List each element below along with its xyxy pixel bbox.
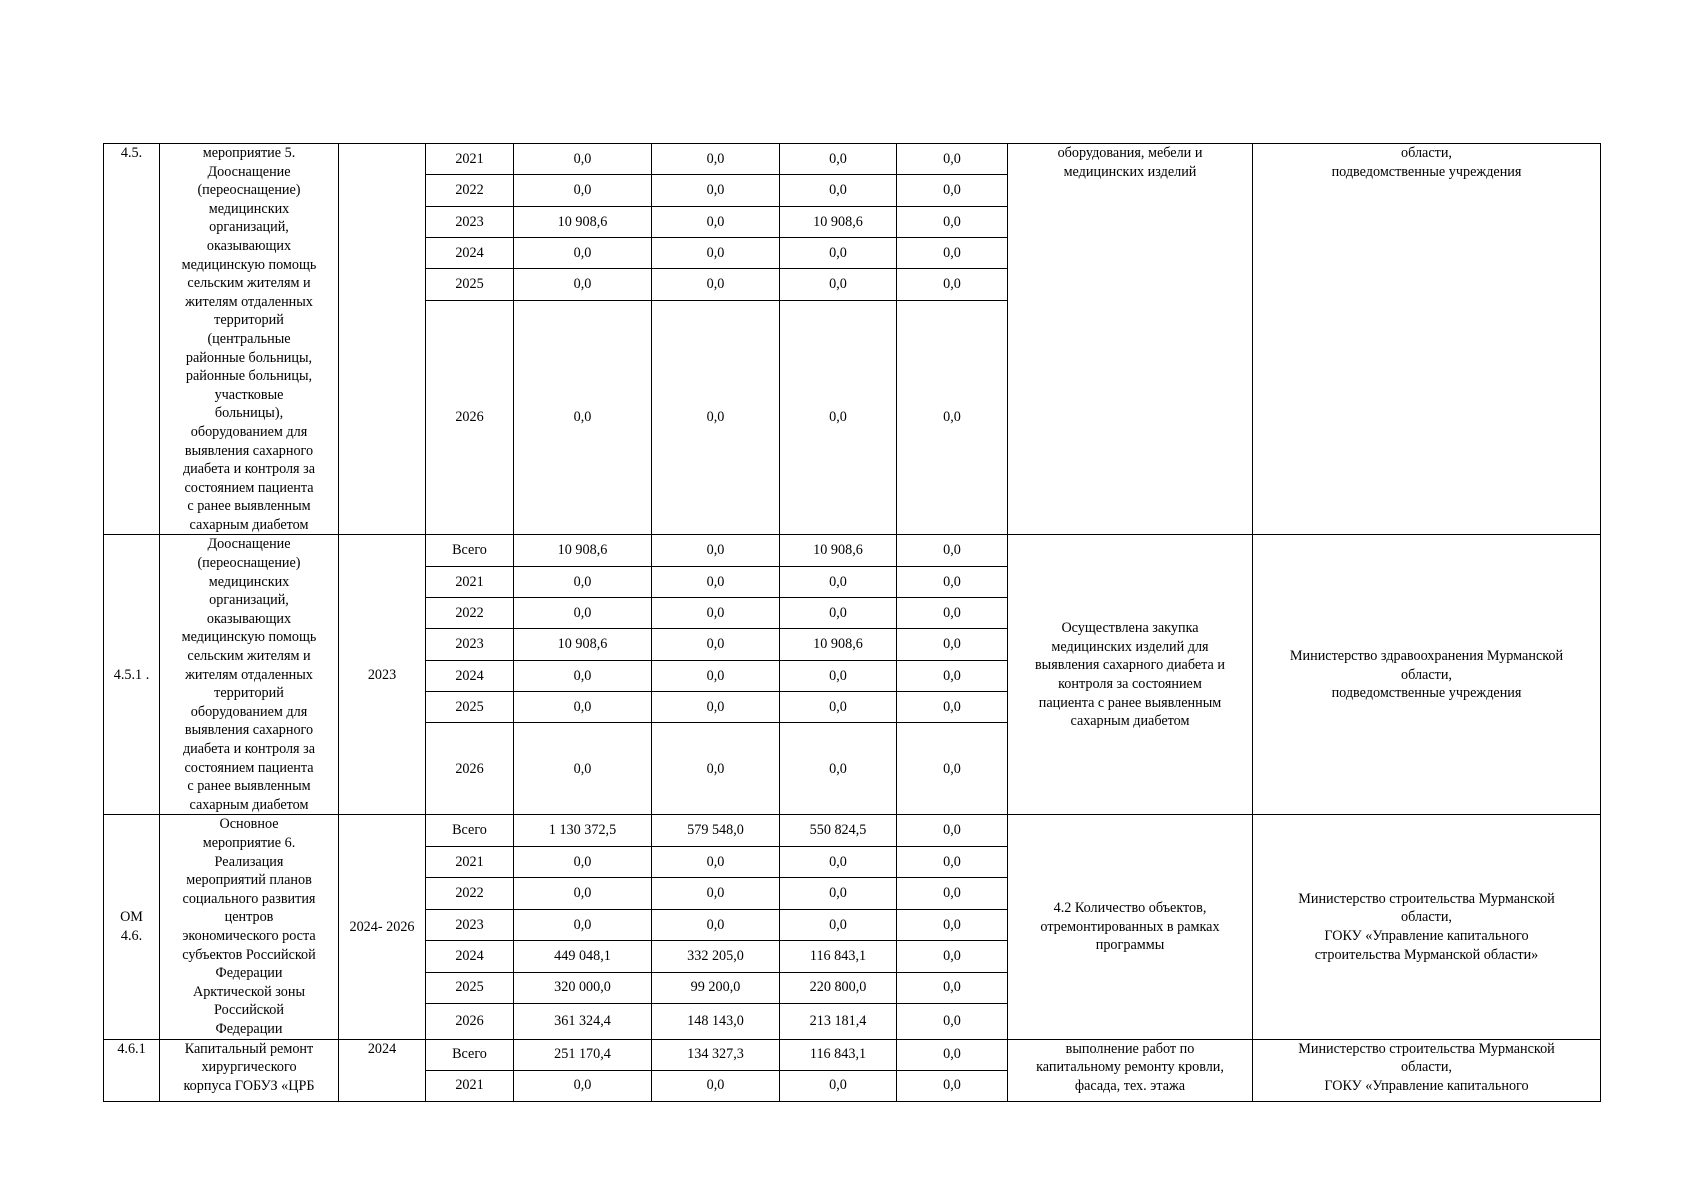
item-number: 4.5.1 . — [104, 535, 160, 815]
total-cell: 449 048,1 — [514, 941, 652, 972]
other-cell: 0,0 — [897, 1039, 1008, 1070]
federal-cell: 0,0 — [652, 660, 780, 691]
item-name — [160, 535, 339, 815]
regional-cell: 0,0 — [780, 269, 897, 300]
other-cell: 0,0 — [897, 1070, 1008, 1101]
item-name-line: медицинскую помощь — [181, 256, 317, 273]
item-name-line: мероприятий планов — [186, 872, 312, 889]
federal-cell: 0,0 — [652, 300, 780, 535]
activities-table — [103, 143, 1601, 1102]
federal-cell: 0,0 — [652, 846, 780, 877]
federal-cell: 0,0 — [652, 175, 780, 206]
executor-line: подведомственные учреждения — [1331, 163, 1522, 180]
item-name-line: с ранее выявленным — [187, 778, 311, 795]
federal-cell: 0,0 — [652, 238, 780, 269]
item-name — [160, 815, 339, 1039]
year-cell: 2022 — [426, 598, 514, 629]
federal-cell: 0,0 — [652, 269, 780, 300]
year-cell: 2021 — [426, 1070, 514, 1101]
total-cell: 0,0 — [514, 300, 652, 535]
other-cell: 0,0 — [897, 1004, 1008, 1040]
result-line: контроля за состоянием — [1058, 675, 1202, 692]
result-indicator — [1008, 1039, 1253, 1101]
regional-cell: 0,0 — [780, 660, 897, 691]
executor-line: Министерство строительства Мурманской — [1298, 890, 1555, 907]
total-cell: 0,0 — [514, 692, 652, 723]
regional-cell: 0,0 — [780, 909, 897, 940]
regional-cell: 0,0 — [780, 144, 897, 175]
table-row — [104, 535, 1601, 566]
federal-cell: 0,0 — [652, 566, 780, 597]
table-row — [104, 1039, 1601, 1070]
executor-line: Министерство строительства Мурманской — [1298, 1040, 1555, 1057]
year-cell: Всего — [426, 1039, 514, 1070]
total-cell: 0,0 — [514, 598, 652, 629]
total-cell: 0,0 — [514, 846, 652, 877]
year-cell: 2026 — [426, 1004, 514, 1040]
regional-cell: 0,0 — [780, 598, 897, 629]
other-cell: 0,0 — [897, 815, 1008, 846]
other-cell: 0,0 — [897, 535, 1008, 566]
other-cell: 0,0 — [897, 598, 1008, 629]
regional-cell: 0,0 — [780, 238, 897, 269]
year-cell: 2022 — [426, 175, 514, 206]
item-name — [160, 144, 339, 535]
item-name-line: оборудованием для — [190, 703, 308, 720]
regional-cell: 0,0 — [780, 175, 897, 206]
total-cell: 10 908,6 — [514, 629, 652, 660]
federal-cell: 579 548,0 — [652, 815, 780, 846]
item-name-line: центров — [224, 909, 274, 926]
executor-line: области, — [1401, 666, 1452, 683]
total-cell: 1 130 372,5 — [514, 815, 652, 846]
federal-cell: 134 327,3 — [652, 1039, 780, 1070]
other-cell: 0,0 — [897, 692, 1008, 723]
total-cell: 320 000,0 — [514, 972, 652, 1003]
executor-line: Министерство здравоохранения Мурманской — [1289, 648, 1564, 665]
federal-cell: 99 200,0 — [652, 972, 780, 1003]
executor-line: подведомственные учреждения — [1331, 685, 1522, 702]
item-name-line: организаций, — [209, 592, 289, 609]
total-cell: 0,0 — [514, 566, 652, 597]
other-cell: 0,0 — [897, 660, 1008, 691]
other-cell: 0,0 — [897, 629, 1008, 660]
item-name-line: экономического роста — [182, 927, 316, 944]
item-name-line: мероприятие 5. — [202, 145, 296, 161]
year-cell: Всего — [426, 815, 514, 846]
result-line: 4.2 Количество объектов, — [1053, 900, 1207, 917]
year-cell: 2023 — [426, 206, 514, 237]
item-name-line: мероприятие 6. — [202, 834, 296, 851]
item-name-line: жителям отдаленных — [185, 293, 313, 310]
total-cell: 251 170,4 — [514, 1039, 652, 1070]
result-line: пациента с ранее выявленным — [1038, 694, 1222, 711]
item-name-line: медицинскую помощь — [181, 629, 317, 646]
item-name-line: Дооснащение — [207, 536, 291, 553]
item-name-line: оборудованием для — [190, 423, 308, 440]
year-cell: 2024 — [426, 941, 514, 972]
result-line: Осуществлена закупка — [1061, 620, 1199, 637]
item-name-line: участковые — [214, 386, 284, 403]
federal-cell: 0,0 — [652, 909, 780, 940]
total-cell: 361 324,4 — [514, 1004, 652, 1040]
regional-cell: 116 843,1 — [780, 941, 897, 972]
other-cell: 0,0 — [897, 941, 1008, 972]
federal-cell: 0,0 — [652, 144, 780, 175]
executor-line: области, — [1401, 909, 1452, 926]
year-cell: Всего — [426, 535, 514, 566]
item-name-line: сельским жителям и — [187, 648, 311, 665]
other-cell: 0,0 — [897, 269, 1008, 300]
regional-cell: 0,0 — [780, 846, 897, 877]
item-name-line: социального развития — [182, 890, 316, 907]
year-cell: 2025 — [426, 972, 514, 1003]
year-cell: 2026 — [426, 723, 514, 815]
item-name-line: районные больницы, — [185, 368, 313, 385]
item-name-line: корпуса ГОБУЗ «ЦРБ — [183, 1077, 315, 1094]
item-name-line: хирургического — [201, 1059, 297, 1076]
year-cell: 2024 — [426, 238, 514, 269]
item-name-line: состоянием пациента — [184, 479, 314, 496]
item-name-line: жителям отдаленных — [185, 666, 313, 683]
other-cell: 0,0 — [897, 238, 1008, 269]
regional-cell: 0,0 — [780, 1070, 897, 1101]
executor-line: области, — [1401, 145, 1452, 161]
other-cell: 0,0 — [897, 566, 1008, 597]
item-term — [339, 144, 426, 535]
year-cell: 2023 — [426, 629, 514, 660]
item-name-line: состоянием пациента — [184, 759, 314, 776]
item-name-line: Федерации — [215, 965, 283, 982]
year-cell: 2021 — [426, 846, 514, 877]
regional-cell: 0,0 — [780, 723, 897, 815]
table-row — [104, 815, 1601, 846]
regional-cell: 220 800,0 — [780, 972, 897, 1003]
other-cell: 0,0 — [897, 300, 1008, 535]
item-name-line: оказывающих — [206, 610, 292, 627]
item-term: 2023 — [339, 535, 426, 815]
total-cell: 0,0 — [514, 723, 652, 815]
regional-cell: 116 843,1 — [780, 1039, 897, 1070]
item-name-line: (переоснащение) — [197, 182, 301, 199]
table-row — [104, 144, 1601, 175]
other-cell: 0,0 — [897, 175, 1008, 206]
item-name-line: Российской — [214, 1002, 284, 1019]
item-number: ОМ 4.6. — [104, 815, 160, 1039]
federal-cell: 0,0 — [652, 692, 780, 723]
item-name-line: Основное — [219, 816, 279, 833]
item-name-line: диабета и контроля за — [182, 461, 316, 478]
item-name-line: выявления сахарного — [184, 722, 314, 739]
total-cell: 10 908,6 — [514, 206, 652, 237]
year-cell: 2026 — [426, 300, 514, 535]
item-name-line: больницы), — [214, 405, 284, 422]
executor — [1253, 535, 1601, 815]
executor-line: ГОКУ «Управление капитального — [1324, 1077, 1529, 1094]
total-cell: 0,0 — [514, 144, 652, 175]
regional-cell: 0,0 — [780, 878, 897, 909]
item-term: 2024 — [339, 1039, 426, 1101]
regional-cell: 10 908,6 — [780, 629, 897, 660]
item-name-line: (переоснащение) — [197, 555, 301, 572]
item-name-line: Капитальный ремонт — [184, 1040, 314, 1057]
federal-cell: 0,0 — [652, 878, 780, 909]
result-line: отремонтированных в рамках — [1040, 918, 1220, 935]
executor — [1253, 815, 1601, 1039]
year-cell: 2022 — [426, 878, 514, 909]
item-name-line: сахарным диабетом — [189, 516, 309, 533]
total-cell: 0,0 — [514, 175, 652, 206]
item-name-line: Дооснащение — [207, 163, 291, 180]
item-name-line: с ранее выявленным — [187, 498, 311, 515]
year-cell: 2021 — [426, 566, 514, 597]
regional-cell: 0,0 — [780, 692, 897, 723]
year-cell: 2024 — [426, 660, 514, 691]
other-cell: 0,0 — [897, 206, 1008, 237]
result-line: фасада, тех. этажа — [1074, 1077, 1186, 1094]
total-cell: 0,0 — [514, 1070, 652, 1101]
total-cell: 0,0 — [514, 238, 652, 269]
item-name-line: Арктической зоны — [192, 983, 306, 1000]
other-cell: 0,0 — [897, 972, 1008, 1003]
result-line: оборудования, мебели и — [1057, 145, 1203, 161]
item-name-line: медицинских — [208, 573, 290, 590]
executor — [1253, 144, 1601, 535]
item-name — [160, 1039, 339, 1101]
executor — [1253, 1039, 1601, 1101]
total-cell: 10 908,6 — [514, 535, 652, 566]
federal-cell: 0,0 — [652, 206, 780, 237]
federal-cell: 332 205,0 — [652, 941, 780, 972]
year-cell: 2025 — [426, 692, 514, 723]
item-name-line: территорий — [214, 685, 284, 702]
executor-line: ГОКУ «Управление капитального — [1324, 927, 1529, 944]
other-cell: 0,0 — [897, 723, 1008, 815]
total-cell: 0,0 — [514, 878, 652, 909]
other-cell: 0,0 — [897, 909, 1008, 940]
other-cell: 0,0 — [897, 846, 1008, 877]
item-name-line: выявления сахарного — [184, 442, 314, 459]
item-name-line: субъектов Российской — [182, 946, 316, 963]
item-name-line: сахарным диабетом — [189, 796, 309, 813]
regional-cell: 10 908,6 — [780, 535, 897, 566]
item-number: 4.5. — [104, 144, 160, 535]
item-number: 4.6.1 — [104, 1039, 160, 1101]
other-cell: 0,0 — [897, 878, 1008, 909]
federal-cell: 0,0 — [652, 629, 780, 660]
federal-cell: 0,0 — [652, 1070, 780, 1101]
item-name-line: районные больницы, — [185, 349, 313, 366]
total-cell: 0,0 — [514, 909, 652, 940]
year-cell: 2025 — [426, 269, 514, 300]
total-cell: 0,0 — [514, 660, 652, 691]
item-term: 2024- 2026 — [339, 815, 426, 1039]
item-name-line: Федерации — [215, 1020, 283, 1037]
result-line: сахарным диабетом — [1070, 713, 1190, 730]
federal-cell: 0,0 — [652, 723, 780, 815]
federal-cell: 148 143,0 — [652, 1004, 780, 1040]
result-indicator — [1008, 815, 1253, 1039]
item-name-line: организаций, — [209, 219, 289, 236]
result-line: выявления сахарного диабета и — [1034, 657, 1225, 674]
year-cell: 2023 — [426, 909, 514, 940]
executor-line: области, — [1401, 1059, 1452, 1076]
item-name-line: (центральные — [207, 330, 291, 347]
result-line: капитальному ремонту кровли, — [1036, 1059, 1224, 1076]
regional-cell: 213 181,4 — [780, 1004, 897, 1040]
federal-cell: 0,0 — [652, 598, 780, 629]
regional-cell: 0,0 — [780, 300, 897, 535]
regional-cell: 0,0 — [780, 566, 897, 597]
item-name-line: диабета и контроля за — [182, 741, 316, 757]
result-line: выполнение работ по — [1065, 1040, 1195, 1057]
total-cell: 0,0 — [514, 269, 652, 300]
result-line: медицинских изделий для — [1051, 638, 1209, 655]
item-name-line: сельским жителям и — [187, 275, 311, 292]
item-name-line: Реализация — [214, 853, 284, 870]
federal-cell: 0,0 — [652, 535, 780, 566]
other-cell: 0,0 — [897, 144, 1008, 175]
executor-line: строительства Мурманской области» — [1314, 946, 1539, 963]
item-name-line: оказывающих — [206, 237, 292, 254]
item-name-line: территорий — [214, 312, 284, 329]
regional-cell: 550 824,5 — [780, 815, 897, 846]
item-name-line: медицинских — [208, 200, 290, 217]
result-indicator — [1008, 535, 1253, 815]
year-cell: 2021 — [426, 144, 514, 175]
result-line: программы — [1095, 937, 1165, 954]
result-line: медицинских изделий — [1063, 163, 1197, 180]
result-indicator — [1008, 144, 1253, 535]
regional-cell: 10 908,6 — [780, 206, 897, 237]
